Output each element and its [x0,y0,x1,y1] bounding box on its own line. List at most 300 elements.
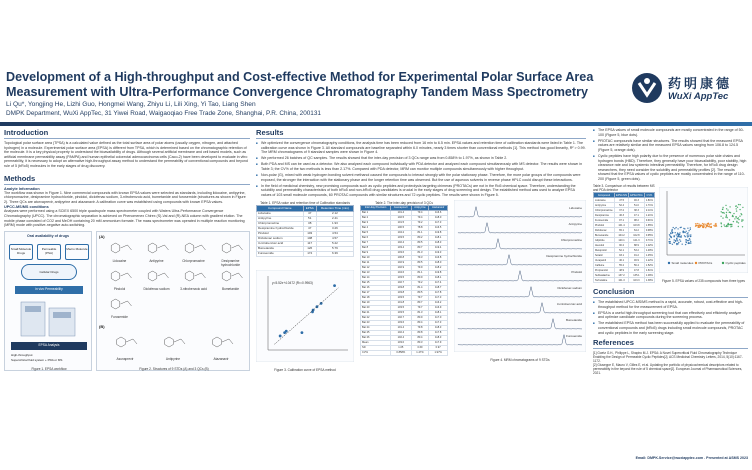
table-cell: 4.54 [316,231,353,236]
fig3-equation: y=5.52x+4.0472 (R²=0.9963) [272,280,313,285]
table-cell: 117.3 [429,320,448,325]
table-cell: 135.1 [629,273,645,278]
table-cell: 117.0 [429,315,448,320]
table-cell: 80.7 [411,300,429,305]
logo-chinese-text: 药明康德 [668,77,733,92]
fig5-point [687,233,688,234]
fig5-point [721,211,722,212]
table-cell: 0.98% [645,228,653,232]
table-cell: Bat 17 [361,290,391,295]
table-cell: 79.3 [411,255,429,260]
table-cell: 103.0 [391,340,412,345]
table-cell: 4.57 [316,236,353,241]
table-cell: 126 [303,246,316,251]
fig5-point [730,224,731,225]
table-cell: 103.8 [391,290,412,295]
fig5-point [702,227,703,228]
table-cell: 81.3 [411,310,429,315]
table-cell: Furosemide [257,251,304,256]
table-cell: 104.2 [391,230,412,235]
fig5-point [733,213,734,214]
fig5-point [706,225,707,226]
fig5-point [679,236,680,237]
table-2 [360,205,448,356]
fig5-point [697,227,698,228]
fig5-point [687,240,688,241]
structure-label: Desipramine hydrochloride [220,258,241,267]
fig5-point [707,226,708,227]
table-cell: Bat 8 [361,245,391,250]
structure-item [214,266,247,291]
table-cell: 0.858% [391,350,412,355]
logo-mark-icon [630,71,664,105]
table-cell: Desipramine [594,213,615,218]
methods-subheading-analyte: Analyte Information [4,186,40,191]
table-cell: 118.1 [429,310,448,315]
structure-label: Antipyrine [165,356,181,361]
structure-item [103,328,147,361]
fig5-point [738,204,739,205]
fig5-point [738,219,739,220]
table-cell: 55.2 [614,263,628,268]
table-cell: 102.7 [391,315,412,320]
fig5-point [733,221,734,222]
fig5-point [677,232,678,233]
fig5-point [734,218,735,219]
structure-item [199,328,243,361]
table-cell: Diclofenac [594,228,615,233]
table3-caption: Table 3. Comparison of results between MS and PDA detector [593,184,655,193]
molecule-structure-icon [214,266,247,286]
table-cell: 2.12 [316,211,353,216]
fig1-box-cellular: Cellular Drugs [21,264,77,280]
table-cell: 1.21% [645,213,653,217]
table-cell: 117 [303,241,316,246]
table-cell: 101.8 [391,300,412,305]
table-cell: 118.3 [429,240,448,245]
table-cell: 103.8 [629,223,645,228]
right-bullet-3: ■ Cyclic peptides have high polarity due to the presence of numerous polar side chains and hydrogen bonds (HBD). Therefore, they generally have poor bioavailability, poor stability, high clearance rate and low systemic intestinal permeability. Therefore, for bRo5 drug design researchers, they need consider the solubility and permeability profiles [2]. The results showed that the EPSA values of cyclic peptides are mostly concentrated in the range of 110-200 (Figure 5, green dots). [593,154,748,182]
fig5-point [742,207,743,208]
results-heading: Results [256,128,586,139]
table-cell: 118.2 [429,265,448,270]
fig5-point [688,240,689,241]
fig5-point [709,224,710,225]
table3-header-1: EPSA MS [616,193,628,197]
table-cell: 3-nitrobenzoic acid [257,241,304,246]
table-cell: 100.8 [391,255,412,260]
table-cell: 37.2 [614,208,628,213]
table-cell: 1.81% [645,198,653,202]
fig5-point [670,236,671,237]
table-cell: 101.5 [391,220,412,225]
fig5-point [685,239,686,240]
table-cell: Bat 23 [361,320,391,325]
table-cell: Bat 12 [361,265,391,270]
table-cell: Bat 22 [361,315,391,320]
fig1-box-permeable: Permeable (PSA) [37,244,61,260]
fig5-point [727,226,728,227]
table-cell: Bat 14 [361,275,391,280]
table-cell: 101.4 [391,210,412,215]
fig5-legend-label: PROTACs [698,261,713,266]
fig5-point [720,216,721,217]
table-cell: Mean [361,340,391,345]
table-cell: Antipyrine [257,216,304,221]
figure-5-block [659,187,748,283]
table-cell: Chlorpromazine [257,221,304,226]
fig5-point [674,239,675,240]
table-row [257,251,354,256]
fig4-trace-label: Antipyrine [568,221,582,226]
table-cell: 38.3 [629,208,645,213]
molecule-structure-icon [140,238,173,258]
table-cell: 80.9 [411,275,429,280]
table3-header-3: CV% [644,193,654,198]
fig5-point [711,223,712,224]
fig1-caption: Figure 1. EPSA workflow [31,366,67,371]
table-cell: Bat 13 [361,270,391,275]
table-cell: 1.97% [429,350,448,355]
table-cell: 102.5 [391,215,412,220]
table2-caption: Table 2. The inter-day precision of 3 QCs [375,200,433,205]
table-cell: 1.22% [645,258,653,262]
table-cell: Bat 11 [361,260,391,265]
table-cell: 1.52% [645,263,653,267]
fig5-point [703,224,704,225]
fig5-point [690,241,691,242]
fig5-point [724,212,725,213]
table-cell: 47.1 [629,213,645,218]
fig5-point [676,243,677,244]
molecule-structure-icon [177,238,210,258]
fig5-point [687,228,688,229]
table-cell: 174 [303,251,316,256]
table-cell: 79.4 [411,215,429,220]
table-cell: Metoprolol [594,248,615,253]
fig1-box-in-vivo: in vivo Permeability [15,286,83,294]
fig5-point [680,237,681,238]
table-cell: 78.8 [411,225,429,230]
table-cell: 1.05 [391,345,412,350]
fig1-box-macro-molecule: Macro Molecule [65,244,89,260]
table-cell: 51.0 [629,203,645,208]
table-3-block [593,183,655,283]
structure-label: 3-nitrobenzoic acid [180,286,207,291]
table-cell: Bat 26 [361,335,391,340]
conclusion-bullet-1: ■ The established UPCC-MS/MS method is a rapid, accurate, robust, cost-effective and high-throughput method for the measurement of EPSA. [593,300,748,309]
table-cell: 119.4 [429,245,448,250]
table-cell: 118.7 [429,285,448,290]
table-cell: 104.6 [391,270,412,275]
table-cell: Bat 18 [361,295,391,300]
table-cell: 101.4 [614,223,628,228]
fig2-label-a: (A) [99,233,105,239]
fig5-legend-marker [668,262,670,264]
fig5-point [742,226,743,227]
fig5-point [741,214,742,215]
wuxi-logo [630,71,748,111]
fig5-point [728,224,729,225]
fig5-point [729,212,730,213]
table-cell: 103.6 [391,250,412,255]
fig5-point [680,227,681,228]
authors: Li Qu*, Yongjing He, Lizhi Guo, Hongmei Wang, Zhiyu Li, Lili Xing, Yi Tao, Liang Shen [6,101,256,108]
table-cell: 80.5 [411,240,429,245]
table-cell: 1.93 [316,221,353,226]
fig5-point [715,225,716,226]
table-cell: 2.11% [645,208,653,212]
table-cell: 117.4 [429,280,448,285]
table-cell: 80.8 [411,330,429,335]
table-cell: 103.6 [391,320,412,325]
fig2-label-b: (B) [99,323,105,329]
fig4-frame [454,200,586,352]
fig5-point [686,242,687,243]
table-cell: 47 [303,226,316,231]
figure-3-block [256,270,354,372]
fig5-point [672,232,673,233]
fig5-point [690,234,691,235]
structure-item [214,238,247,267]
left-column [4,128,250,381]
table-row [361,350,448,355]
fig5-point [722,209,723,210]
affiliation: DMPK Department, WuXi AppTec, 31 Yiwei Road, Waigaoqiao Free Trade Zone, Shanghai, P.R. China, 200131 [6,110,321,117]
fig5-point [737,207,738,208]
table-cell: Sotalol [594,253,615,258]
table-cell: 6.39 [316,251,353,256]
fig5-point [671,230,672,231]
table-cell: Caffeine [594,263,615,268]
fig5-point [681,235,682,236]
table-cell: 101.3 [614,278,628,283]
fig5-point [713,225,714,226]
fig5-point [688,242,689,243]
table-cell: Lidocaine [257,211,304,216]
fig5-point [721,226,722,227]
table-cell: 97.1 [614,218,628,223]
table-cell: 98.2 [629,218,645,223]
fig1-note-sfc: Supercritical fluid system + PDA or MS [11,357,63,362]
table-cell: 121.3 [629,238,645,243]
figure-1-workflow [4,231,92,371]
fig5-point [686,231,687,232]
table-cell: 0.97 [429,345,448,350]
results-figures [256,200,586,400]
fig4-trace-label: Furosemide [566,333,582,338]
table-cell: 119.8 [429,230,448,235]
intro-heading: Introduction [4,128,250,139]
table-cell: 108 [303,236,316,241]
methods-text-analyte: The workflow was shown in Figure 1. Nine commercial compounds with known EPSA values were selected as standards, including lidocaine, antipyrine, chlorpromazine, desipramine hydrochloride, pindolol, diclofenac sodium, 3-nitrobenzoic acid, bumetanide and furosemide (structures as shown in Figure 2). Three QCs are atorvaprevir, antipyrine and atazanavir. A calibration curve was established using compounds with known EPSA values. [4,190,246,204]
fig5-point [715,224,716,225]
table-cell: Desipramine hydrochloride [257,226,304,231]
fig5-point [670,233,671,234]
table-cell: 79.9 [411,265,429,270]
table2-header-2: Antipyrine [411,205,429,210]
fig5-point [726,208,727,209]
table-cell: Propranolol [594,268,615,273]
table-cell: 102.9 [391,260,412,265]
results-bullet-5: ■ In the field of medicinal chemistry, new promising compounds such as cyclic peptides and proteolysis targeting chimeras (PROTACs) are not in the Ro5 chemical space. Therefore, understanding the solubility and permeability characteristics of both bRo5 and non-bRo5 drug candidates is crucial in the early stages of drug screening and design. The established method was used to analyze EPSA values of 103 small molecule compounds, 60 PROTAC compounds with similar structures and 72 cyclic peptides. The results were shown in Figure 5. [256,184,586,198]
table-cell: 93.1 [614,253,628,258]
table2-header-0: Inter-day Precision [361,205,391,210]
table-cell: Bat 24 [361,325,391,330]
fig4-trace-label: Chlorpromazine [560,237,582,242]
table-cell: 118.1 [429,275,448,280]
fig5-point [708,223,709,224]
table-cell: SD [361,345,391,350]
structure-label: Atazanavir [213,356,229,361]
structure-label: Chlorpromazine [182,258,205,263]
structure-label: Diclofenac sodium [143,286,170,291]
table-cell: 102.7 [391,280,412,285]
table-cell: 117.9 [429,340,448,345]
table-cell: 1.65% [645,223,653,227]
table1-header-1: EPSA [303,205,316,211]
table-cell: 90.2 [614,243,628,248]
fig5-point [687,234,688,235]
table-cell: 118.0 [429,215,448,220]
fig5-point [684,231,685,232]
structure-label: Furosemide [111,314,128,319]
fig1-note-throughput: High-throughput [11,352,33,357]
fig5-point [700,226,701,227]
fig5-point [675,241,676,242]
molecule-structure-icon [214,238,247,258]
fig5-point [731,226,732,227]
fig5-point [690,227,691,228]
fig4-trace-label: Pindolol [571,269,582,274]
table-cell: 52.4 [614,203,628,208]
table-cell: Bat 10 [361,255,391,260]
table-cell: 0.69 [411,345,429,350]
fig5-point [679,239,680,240]
conclusion-heading: Conclusion [593,287,748,298]
fig5-point [710,226,711,227]
table-cell: 46.1 [614,258,628,263]
table-cell: Bat 21 [361,310,391,315]
table2-header-1: Asunaprevir [391,205,412,210]
fig3-point [285,329,288,332]
table-cell: 91.2 [629,253,645,258]
table-1-block [256,200,354,257]
fig5-point [679,234,680,235]
molecule-structure-icon [103,328,147,356]
fig5-legend-label: Cyclic peptides [725,261,746,266]
table-cell: 46.9 [629,258,645,263]
table-cell: 1.71% [645,203,653,207]
table-3 [593,192,655,283]
fig5-point [722,207,723,208]
fig2-caption: Figure 2. Structures of 9 STDs (A) and 3 QCs (B) [139,366,209,371]
fig5-point [722,212,723,213]
table-cell: 1.38% [645,278,653,282]
table-cell: Antipyrine [594,203,615,208]
fig5-point [722,217,723,218]
table-cell: 79.4 [411,210,429,215]
table-cell: Bat 2 [361,215,391,220]
fig4-caption: Figure 4. MRM chromatograms of 9 STDs [490,357,550,362]
molecule-structure-icon [177,266,210,286]
molecule-structure-icon [103,294,136,314]
table3-header-2: EPSA PDA [630,193,643,197]
conclusion-bullet-3: ■ The established EPSA method has been successfully applied to evaluate the permeability of conventional compounds and (bRo5) drugs including small molecule compounds, PROTAC and cyclic peptides in the early screening stage. [593,321,748,335]
table-cell: Bat 3 [361,220,391,225]
table-cell: 103.3 [629,278,645,283]
fig3-point [301,331,304,334]
table-cell: 118.3 [429,325,448,330]
intro-text: Topological polar surface area (TPSA) is a calculated value defined as the total surface area of polar atoms (usually oxygen, nitrogen, and attached hydrogen) in a molecule. Experimental polar surface area (EPSA) is different from TPSA, which is determined based on the chromatographic retention of the molecule. It is a key physical property to understand the bioavailability of drugs. Although several artificial membrane and cell based models, such as artificial membrane permeability assay (PAMPA) and human epithelial colorectal adenocarcinoma cells (Caco-2) have been developed to evaluate in vitro permeability, it is necessary to adopt an alternative high-throughput assay method to understand the permeability of conventional compounds and beyond rule of 5 (bRo5) molecules in the early stages of drug discovery. [4,141,248,168]
table-cell: 5.79 [316,246,353,251]
fig5-legend-marker [722,262,724,264]
fig5-point [682,231,683,232]
table-cell: 5.22 [316,241,353,246]
fig5-point [682,244,683,245]
table-cell: 117.8 [429,290,448,295]
fig5-point [697,223,698,224]
fig5-point [672,244,673,245]
fig5-point [690,243,691,244]
figure-4-block [454,200,586,362]
table-cell: 81.1 [411,270,429,275]
table-cell: 51 [303,216,316,221]
fig5-point [690,229,691,230]
structure-item [103,266,136,291]
table-cell: 79.7 [411,305,429,310]
fig4-trace-label: Lidocaine [569,205,582,210]
footer-contact: Email: DMPK.Service@wuxiapptec.com . Presented at ASMS 2023 [635,456,748,460]
table-cell: 1.02% [645,243,653,247]
fig4-trace-label: Desipramine hydrochloride [546,253,582,258]
table-cell: 81.4 [411,285,429,290]
table-cell: 103.5 [391,275,412,280]
table-cell: Chlorpromazine [595,208,613,212]
fig5-point [695,223,696,224]
table-cell: Verapamil [594,258,615,263]
table-cell: 103 [303,231,316,236]
table-cell: Lidocaine [594,198,615,203]
table-cell: 47 [303,211,316,216]
fig5-point [716,225,717,226]
table1-caption: Table 1. EPSA value and retention time of Calibration standards [260,200,350,205]
table-cell: 47.5 [614,198,628,203]
table2-header-3: Atazanavir [429,205,448,210]
table-cell: 46.3 [614,213,628,218]
fig5-point [688,230,689,231]
methods-subheading-upcc: UPCC-MS/MS conditions [4,205,49,210]
table-cell: 116.5 [429,225,448,230]
fig5-point [702,223,703,224]
table-cell: 3.26 [316,226,353,231]
fig5-point [729,206,730,207]
structure-label: Antipyrine [149,258,164,263]
methods-figures [4,231,250,381]
fig5-point [688,236,689,237]
table-cell: 88.9 [629,243,645,248]
table-cell: 56.4 [629,263,645,268]
fig5-point [726,212,727,213]
table-cell: Bumetanide [257,246,304,251]
table-cell: 102.4 [391,335,412,340]
header-divider [0,122,752,126]
fig5-point [696,225,697,226]
fig5-point [739,209,740,210]
table-cell: 118.1 [429,235,448,240]
fig5-point [725,205,726,206]
fig3-point [333,284,336,287]
